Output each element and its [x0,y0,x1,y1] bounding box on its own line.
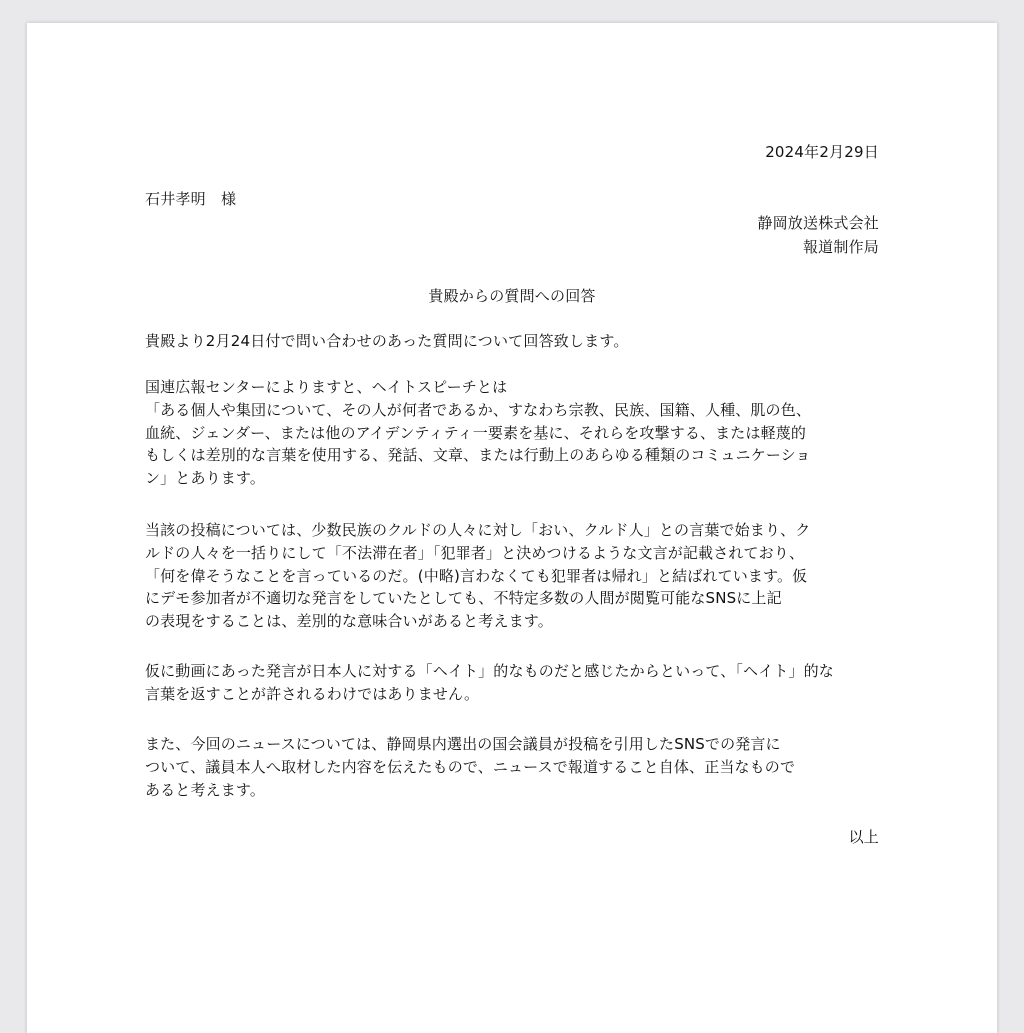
paragraph-post-analysis [145,519,879,633]
letter-date: 2024年2月29日 [765,143,879,161]
paragraph-line: あると考えます。 [145,780,266,799]
paragraph-news-justification [145,733,879,801]
letter-subject: 貴殿からの質問への回答 [428,287,596,305]
paragraph-line: また、今回のニュースについては、静岡県内選出の国会議員が投稿を引用したSNSでの発言に [145,735,781,753]
sender-company: 静岡放送株式会社 [757,214,879,232]
paragraph-definition [145,376,879,490]
paragraph-line: 仮に動画にあった発言が日本人に対する「ヘイト」的なものだと感じたからといって、「ヘイト」的な [145,662,834,680]
paragraph-line: 国連広報センターによりますと、ヘイトスピーチとは [145,378,508,396]
paragraph-line: 言葉を返すことが許されるわけではありません。 [145,684,480,703]
paragraph-line: 「ある個人や集団について、その人が何者であるか、すなわち宗教、民族、国籍、人種、肌の色、 [145,400,812,419]
paragraph-line: ルドの人々を一括りにして「不法滞在者」「犯罪者」と決めつけるような文言が記載されており、 [145,543,805,562]
sender-department: 報道制作局 [802,238,879,256]
paragraph-line: 血統、ジェンダー、または他のアイデンティティ一要素を基に、それらを攻撃する、または軽蔑的 [145,423,807,442]
paragraph-line: にデモ参加者が不適切な発言をしていたとしても、不特定多数の人間が閲覧可能なSNSに上記 [145,589,782,608]
paragraph-line: ついて、議員本人へ取材した内容を伝えたもので、ニュースで報道すること自体、正当なもので [145,757,796,776]
closing: 以上 [848,828,879,846]
document-page [27,23,997,1033]
paragraph-intro: 貴殿より2月24日付で問い合わせのあった質問について回答致します。 [145,332,629,350]
paragraph-hate-response [145,660,879,706]
recipient: 石井孝明 様 [145,190,237,208]
paragraph-line: 「何を偉そうなことを言っているのだ。(中略)言わなくても犯罪者は帰れ」と結ばれています。仮 [145,566,808,585]
paragraph-line: 当該の投稿については、少数民族のクルドの人々に対し「おい、クルド人」との言葉で始まり、ク [145,521,811,539]
paragraph-line: もしくは差別的な言葉を使用する、発話、文章、または行動上のあらゆる種類のコミュニケーショ [145,446,811,465]
paragraph-line: の表現をすることは、差別的な意味合いがあると考えます。 [145,612,553,631]
paragraph-line: ン」とあります。 [145,469,266,488]
